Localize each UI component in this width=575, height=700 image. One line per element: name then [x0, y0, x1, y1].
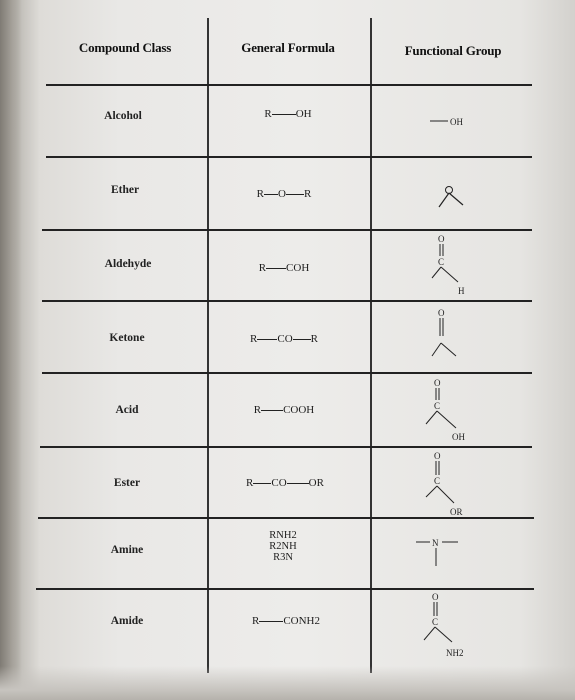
bond-line: [259, 621, 283, 622]
ester-group-icon: [424, 449, 494, 524]
group-label: C: [438, 257, 445, 267]
compound-class-name: Ketone: [109, 332, 145, 344]
row-divider: [42, 229, 532, 231]
bond-line: [253, 483, 271, 484]
aldehyde-group-icon: [428, 232, 488, 305]
group-label: OR: [450, 507, 463, 517]
group-label: C: [432, 617, 439, 627]
row-divider: [46, 156, 532, 158]
general-formula: [258, 530, 308, 563]
compound-class-name: Ester: [113, 477, 141, 489]
general-formula: [220, 477, 350, 489]
group-label: NH2: [446, 648, 464, 658]
bond-line: [286, 194, 304, 195]
general-formula: [226, 615, 346, 627]
formula-part: COOH: [283, 404, 315, 416]
formula-part: R: [253, 404, 262, 416]
group-label: O: [434, 378, 441, 388]
formula-part: OR: [308, 477, 324, 489]
formula-line: RNH2: [269, 530, 297, 541]
bond-line: [264, 194, 278, 195]
formula-part: COH: [286, 262, 310, 274]
general-formula: [224, 262, 344, 274]
formula-part: R: [264, 108, 272, 120]
group-label: C: [434, 401, 441, 411]
group-label: OH: [452, 432, 465, 442]
row-divider: [46, 84, 532, 86]
formula-part: R: [251, 615, 260, 627]
hydroxyl-group-icon: [430, 112, 490, 137]
bond-line: [293, 339, 311, 340]
formula-part: R: [256, 188, 265, 200]
compound-class-name: Amine: [110, 544, 144, 556]
group-label: O: [438, 308, 445, 318]
column-divider-1: [207, 18, 209, 673]
formula-part: OH: [295, 108, 312, 120]
group-label: C: [434, 476, 441, 486]
paper-edge-shadow: [0, 0, 22, 700]
bond-line: [257, 339, 277, 340]
compound-class-name: Alcohol: [104, 110, 142, 122]
bond-line: [261, 410, 283, 411]
amine-group-icon: [416, 532, 486, 577]
formula-part: O: [278, 188, 286, 200]
column-divider-2: [370, 18, 372, 673]
formula-part: R: [246, 477, 254, 489]
ketone-group-icon: [428, 306, 478, 373]
general-formula: [228, 108, 348, 120]
formula-part: R: [250, 333, 258, 345]
general-formula: [224, 404, 344, 416]
bond-line: [272, 114, 296, 115]
header-compound-class: Compound Class: [78, 40, 172, 55]
amide-group-icon: [422, 590, 492, 670]
formula-part: R: [303, 188, 312, 200]
header-general-formula: General Formula: [241, 40, 335, 55]
group-label: O: [434, 451, 441, 461]
general-formula: [224, 333, 344, 345]
ether-group-icon: [437, 183, 477, 218]
group-label: OH: [450, 117, 463, 127]
compound-class-name: Acid: [115, 404, 139, 416]
formula-part: CO: [277, 333, 293, 345]
paper-bottom-shadow: [0, 666, 575, 700]
group-label: H: [458, 286, 465, 296]
group-label: O: [438, 234, 445, 244]
bond-line: [266, 268, 286, 269]
compound-class-name: Amide: [110, 615, 144, 627]
header-functional-group: Functional Group: [404, 43, 502, 58]
compound-class-name: Aldehyde: [104, 258, 152, 270]
formula-line: R2NH: [269, 541, 297, 552]
general-formula: [224, 188, 344, 200]
formula-line: R3N: [273, 552, 293, 563]
formula-part: R: [258, 262, 267, 274]
formula-part: CONH2: [283, 615, 320, 627]
compound-class-name: Ether: [110, 184, 140, 196]
group-label: N: [432, 538, 439, 548]
group-label: O: [432, 592, 439, 602]
carboxyl-group-icon: [424, 376, 494, 451]
bond-line: [287, 483, 309, 484]
formula-part: CO: [271, 477, 287, 489]
formula-part: R: [310, 333, 318, 345]
